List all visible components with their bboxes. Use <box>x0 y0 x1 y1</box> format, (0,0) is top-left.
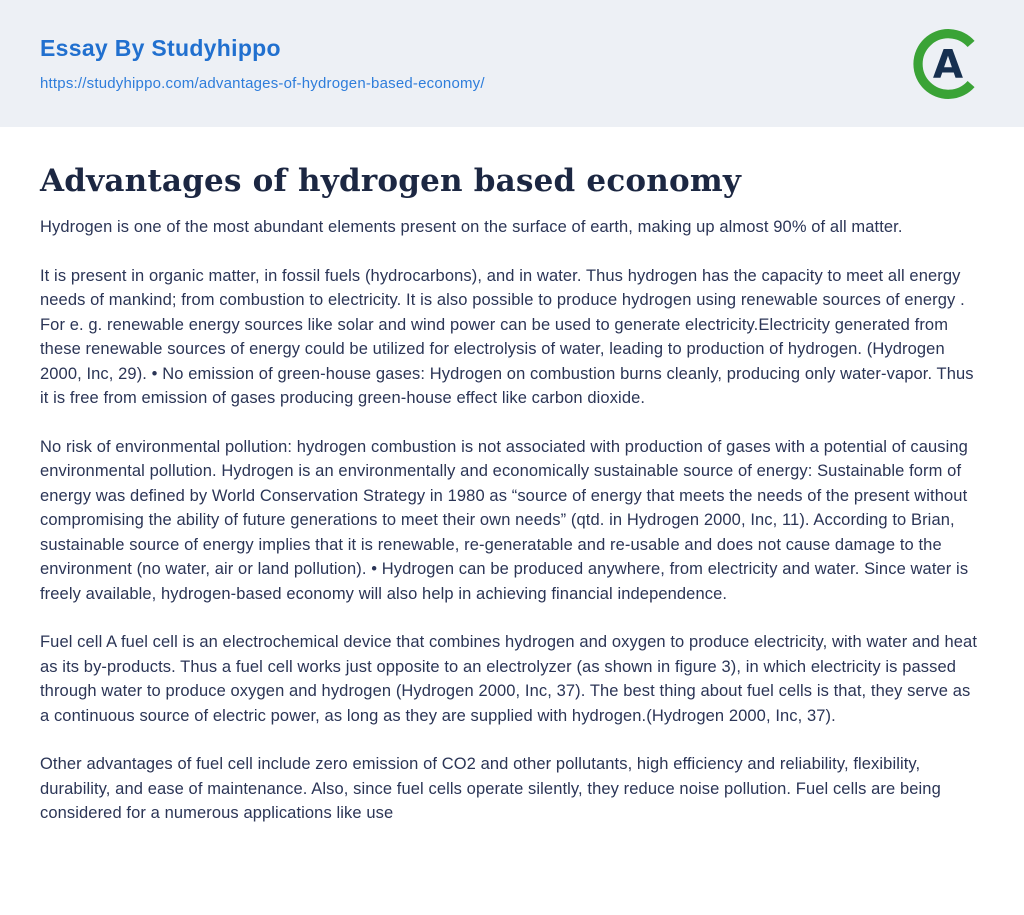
paragraph-1: Hydrogen is one of the most abundant elements present on the surface of earth, making up almost 90% of all matter. <box>40 218 903 236</box>
site-header <box>0 0 1024 127</box>
paragraph-2: It is present in organic matter, in fossil fuels (hydrocarbons), and in water. Thus hydrogen has the capacity to meet all energy needs of mankind; from combustion to electricity. It is also possible to produce hydrogen using renewable sources of energy . For e. g. renewable energy sources like solar and wind power can be used to generate electricity.Electricity generated from these renewable sources of energy could be utilized for electrolysis of water, leading to production of hydrogen. (Hydrogen 2000, Inc, 29). • No emission of green-house gases: Hydrogen on combustion burns cleanly, producing only water-vapor. Thus it is free from emission of gases producing green-house effect like carbon dioxide. <box>40 266 974 407</box>
header-text-block <box>40 35 485 92</box>
paragraph-3: No risk of environmental pollution: hydrogen combustion is not associated with production of gases with a potential of causing environmental pollution. Hydrogen is an environmentally and economically sustainable source of energy: Sustainable form of energy was defined by World Conservation Strategy in 1980 as “source of energy that meets the needs of the present without compromising the ability of future generations to meet their own needs” (qtd. in Hydrogen 2000, Inc, 11). According to Brian, sustainable source of energy implies that it is renewable, re-generatable and re-usable and does not cause damage to the environment (no water, air or land pollution). • Hydrogen can be produced anywhere, from electricity and water. Since water is freely available, hydrogen-based economy will also help in achieving financial independence. <box>40 437 969 603</box>
article-url-link[interactable]: https://studyhippo.com/advantages-of-hydrogen-based-economy/ <box>40 75 485 92</box>
studyhippo-logo-icon <box>912 27 986 101</box>
site-title: Essay By Studyhippo <box>40 35 281 61</box>
logo-letter: A <box>932 41 964 87</box>
paragraph-4: Fuel cell A fuel cell is an electrochemical device that combines hydrogen and oxygen to produce electricity, with water and heat as its by-products. Thus a fuel cell works just opposite to an electrolyzer (as shown in figure 3), in which electricity is passed through water to produce oxygen and hydrogen (Hydrogen 2000, Inc, 37). The best thing about fuel cells is that, they serve as a continuous source of electric power, as long as they are supplied with hydrogen.(Hydrogen 2000, Inc, 37). <box>40 633 978 725</box>
paragraph-5: Other advantages of fuel cell include zero emission of CO2 and other pollutants, high efficiency and reliability, flexibility, durability, and ease of maintenance. Also, since fuel cells operate silently, they reduce noise pollution. Fuel cells are being considered for a numerous applications like use <box>40 755 941 822</box>
article-title: Advantages of hydrogen based economy <box>40 163 742 199</box>
article <box>0 127 1024 826</box>
